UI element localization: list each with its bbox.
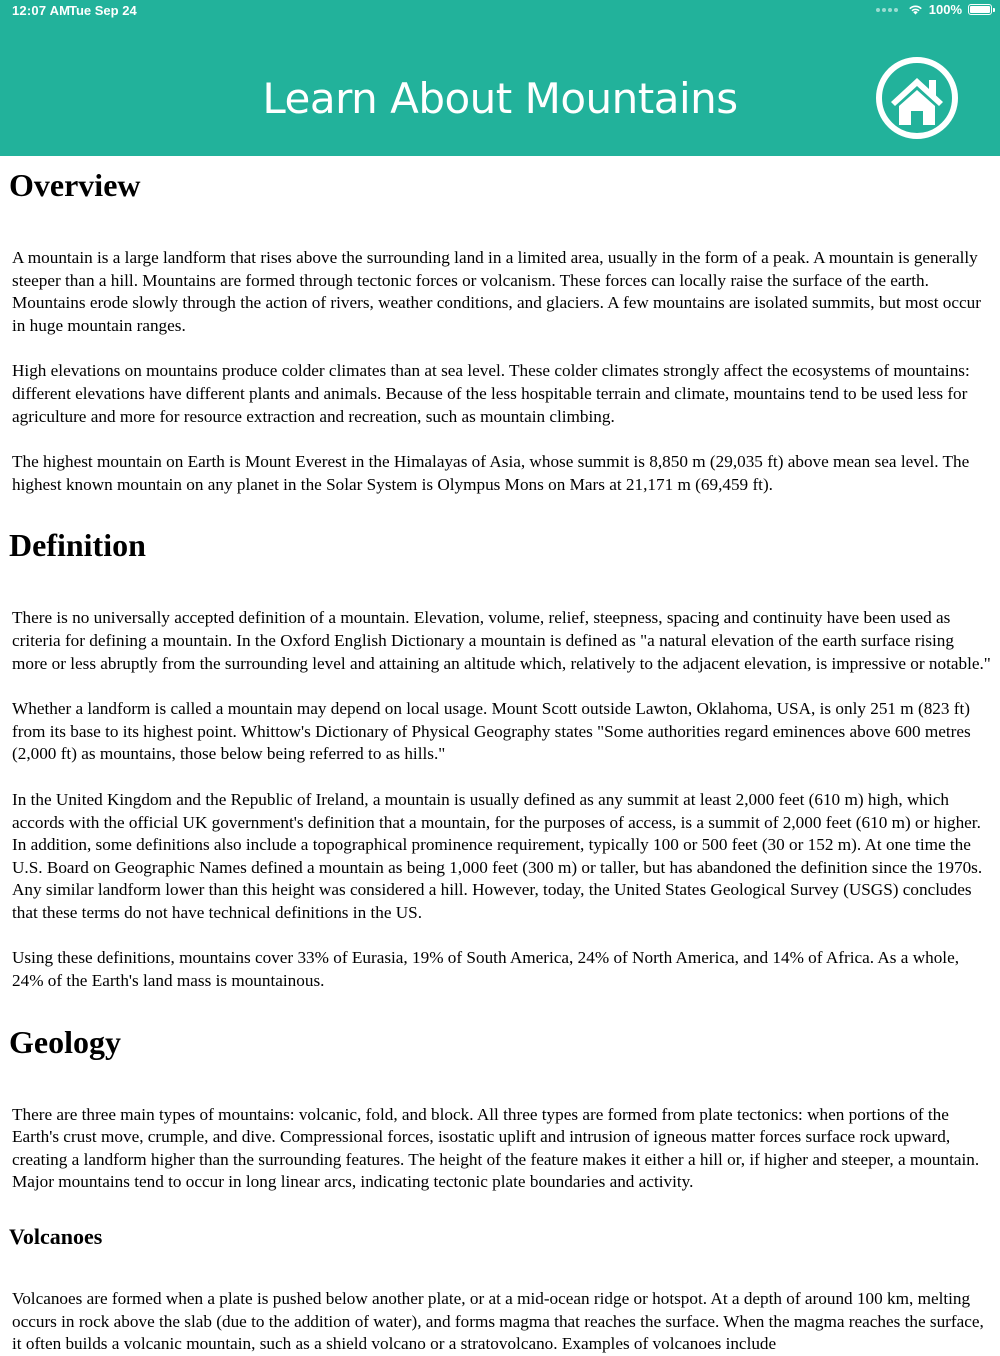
page-title: Learn About Mountains bbox=[262, 74, 738, 123]
geology-paragraph: There are three main types of mountains: volcanic, fold, and block. All three types are formed from plate tectonics: when portions of the Earth's crust move, crumple, and dive. Compressional forces, isostatic uplift and intrusion of igneous matter forces surface rock upward, creating a landform higher than the surrounding features. The height of the feature makes it either a hill or, if higher and steeper, a mountain. Major mountains tend to occur in long linear arcs, indicating tectonic plate boundaries and activity. bbox=[12, 1104, 980, 1192]
subsection-heading-volcanoes: Volcanoes bbox=[9, 1224, 103, 1250]
status-indicators bbox=[876, 2, 992, 17]
section-heading-overview: Overview bbox=[9, 167, 141, 203]
battery-percent: 100% bbox=[928, 2, 962, 17]
app-header bbox=[0, 0, 1000, 156]
volcanoes-paragraph: Volcanoes are formed when a plate is pushed below another plate, or at a mid-ocean ridge or hotspot. At a depth of around 100 km, melting occurs in rock above the slab (due to the addition of water), and forms magma that reaches the surface. When the magma reaches the surface, it often builds a volcanic mountain, such as a shield volcano or a stratovolcano. Examples of volcanoes include bbox=[12, 1289, 984, 1354]
battery-icon bbox=[968, 4, 992, 15]
definition-paragraph: Using these definitions, mountains cover 33% of Eurasia, 19% of South America, 24% of North America, and 14% of Africa. As a whole, 24% of the Earth's land mass is mountainous. bbox=[12, 948, 960, 991]
wifi-icon bbox=[908, 4, 923, 15]
status-bar bbox=[0, 0, 1000, 22]
overview-paragraph: A mountain is a large landform that rises above the surrounding land in a limited area, usually in the form of a peak. A mountain is generally steeper than a hill. Mountains are formed through tectonic forces or volcanism. These forces can locally raise the surface of the earth. Mountains erode slowly through the action of rivers, weather conditions, and glaciers. A few mountains are isolated summits, but most occur in huge mountain ranges. bbox=[12, 248, 981, 335]
status-date: Tue Sep 24 bbox=[69, 3, 137, 18]
overview-paragraph: The highest mountain on Earth is Mount Everest in the Himalayas of Asia, whose summit is 8,850 m (29,035 ft) above mean sea level. The highest known mountain on any planet in the Solar System is Olympus Mons on Mars at 21,171 m (69,459 ft). bbox=[12, 452, 970, 494]
overview-paragraph: High elevations on mountains produce colder climates than at sea level. These colder climates strongly affect the ecosystems of mountains: different elevations have different plants and animals. Because of the less hospitable terrain and climate, mountains tend to be used less for agriculture and more for resource extraction and recreation, such as mountain climbing. bbox=[12, 361, 970, 426]
definition-paragraph: There is no universally accepted definition of a mountain. Elevation, volume, relief, steepness, spacing and continuity have been used as criteria for defining a mountain. In the Oxford English Dictionary a mountain is defined as "a natural elevation of the earth surface rising more or less abruptly from the surrounding level and attaining an altitude which, relatively to the adjacent elevation, is impressive or notable." bbox=[12, 608, 991, 673]
section-heading-geology: Geology bbox=[9, 1023, 121, 1060]
article-content[interactable] bbox=[0, 156, 1000, 1354]
status-time: 12:07 AM bbox=[12, 3, 71, 18]
home-icon bbox=[875, 56, 959, 140]
definition-paragraph: Whether a landform is called a mountain may depend on local usage. Mount Scott outside Lawton, Oklahoma, USA, is only 251 m (823 ft) from its base to its highest point. Whittow's Dictionary of Physical Geography states "Some authorities regard eminences above 600 metres (2,000 ft) as mountains, those below being referred to as hills." bbox=[12, 699, 971, 764]
definition-paragraph: In the United Kingdom and the Republic of Ireland, a mountain is usually defined as any summit at least 2,000 feet (610 m) high, which accords with the official UK government's definition that a mountain, for the purposes of access, is a summit of 2,000 feet (610 m) or higher. In addition, some definitions also include a topographical prominence requirement, typically 100 or 500 feet (30 or 152 m). At one time the U.S. Board on Geographic Names defined a mountain as being 1,000 feet (300 m) or taller, but has abandoned the definition since the 1970s. Any similar landform lower than this height was considered a hill. However, today, the United States Geological Survey (USGS) concludes that these terms do not have technical definitions in the US. bbox=[12, 789, 983, 922]
section-heading-definition: Definition bbox=[9, 527, 146, 564]
home-button[interactable] bbox=[875, 56, 959, 140]
signal-dots-icon bbox=[876, 8, 898, 12]
